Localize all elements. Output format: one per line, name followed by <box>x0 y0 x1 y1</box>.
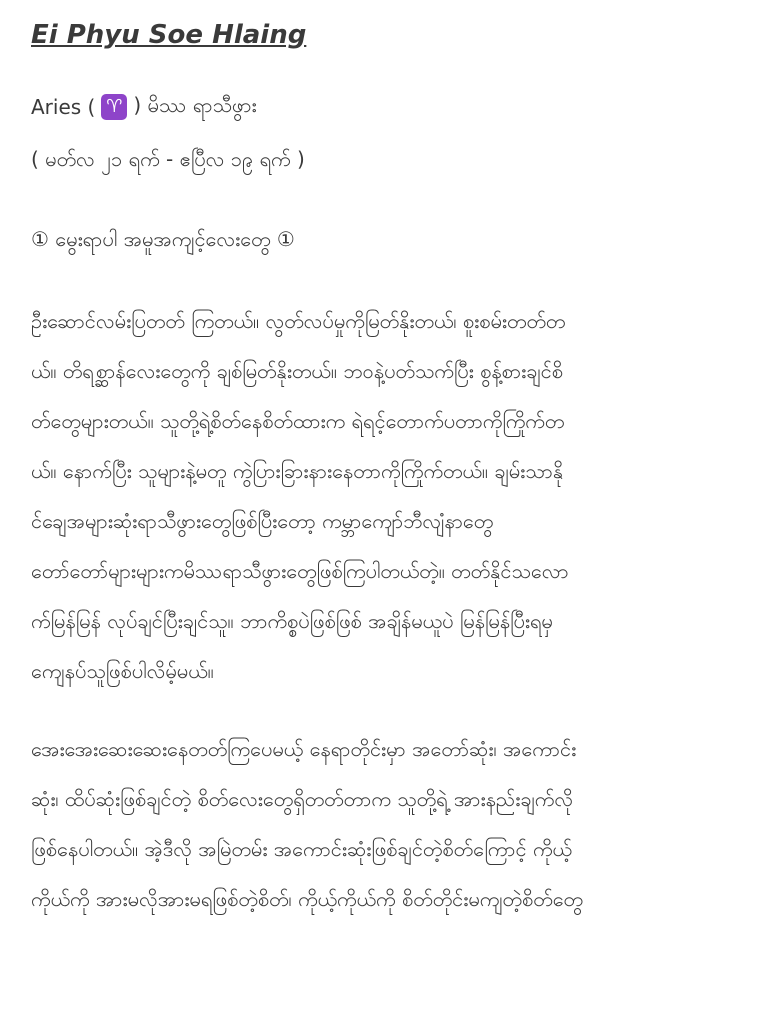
aries-symbol-icon: ♈ <box>101 94 127 120</box>
sign-prefix: Aries ( <box>31 95 96 119</box>
paragraph-line: ကျေနပ်သူဖြစ်ပါလိမ့်မယ်။ <box>31 659 214 683</box>
paragraph-line: ကိုယ်ကို အားမလိုအားမရဖြစ်တဲ့စိတ်၊ ကိုယ့်ကိုယ်ကို စိတ်တိုင်းမကျတဲ့စိတ်တွေ <box>31 887 584 911</box>
date-range: ( မတ်လ ၂၁ ရက် - ဧပြီလ ၁၉ ရက် ) <box>31 147 305 171</box>
paragraph-2 <box>31 724 743 924</box>
paragraph-line: ယ်။ တိရစ္ဆာန်လေးတွေကို ချစ်မြတ်နိုးတယ်။ ဘဝနဲ့ပတ်သက်ပြီး စွန့်စားချင်စိ <box>31 359 563 383</box>
zodiac-sign-line <box>31 92 257 122</box>
paragraph-line: ဖြစ်နေပါတယ်။ အဲ့ဒီလို အမြဲတမ်း အကောင်းဆုံးဖြစ်ချင်တဲ့စိတ်ကြောင့် ကိုယ့် <box>31 837 572 861</box>
paragraph-line: တ်တွေများတယ်။ သူတို့ရဲ့စိတ်နေစိတ်ထားက ရဲရင့်တောက်ပတာကိုကြိုက်တ <box>31 409 565 433</box>
paragraph-line: က်မြန်မြန် လုပ်ချင်ပြီးချင်သူ။ ဘာကိစ္စပဲဖြစ်ဖြစ် အချိန်မယူပဲ မြန်မြန်ပြီးရမှ <box>31 609 553 633</box>
section-heading: ① မွေးရာပါ အမူအကျင့်လေးတွေ ① <box>31 227 295 251</box>
paragraph-line: ဦးဆောင်လမ်းပြတတ် ကြတယ်။ လွတ်လပ်မှုကိုမြတ်နိုးတယ်၊ စူးစမ်းတတ်တ <box>31 309 566 333</box>
paragraph-line: အေးအေးဆေးဆေးနေတတ်ကြပေမယ့် နေရာတိုင်းမှာ အတော်ဆုံး၊ အကောင်း <box>31 737 577 761</box>
sign-suffix: ) မိဿ ရာသီဖွား <box>133 93 257 117</box>
paragraph-1 <box>31 296 743 696</box>
paragraph-line: င်ချေအများဆုံးရာသီဖွားတွေဖြစ်ပြီးတော့ ကမ္ဘာကျော်ဘီလျံနာတွေ <box>31 509 494 533</box>
paragraph-line: ယ်။ နောက်ပြီး သူများနဲ့မတူ ကွဲပြားခြားနားနေတာကိုကြိုက်တယ်။ ချမ်းသာနို <box>31 459 564 483</box>
paragraph-line: ဆုံး၊ ထိပ်ဆုံးဖြစ်ချင်တဲ့ စိတ်လေးတွေရှိတတ်တာက သူတို့ရဲ့ အားနည်းချက်လို <box>31 787 574 811</box>
paragraph-line: တော်တော်များများကမိဿရာသီဖွားတွေဖြစ်ကြပါတယ်တဲ့။ တတ်နိုင်သလော <box>31 559 569 583</box>
author-name: Ei Phyu Soe Hlaing <box>31 20 307 50</box>
